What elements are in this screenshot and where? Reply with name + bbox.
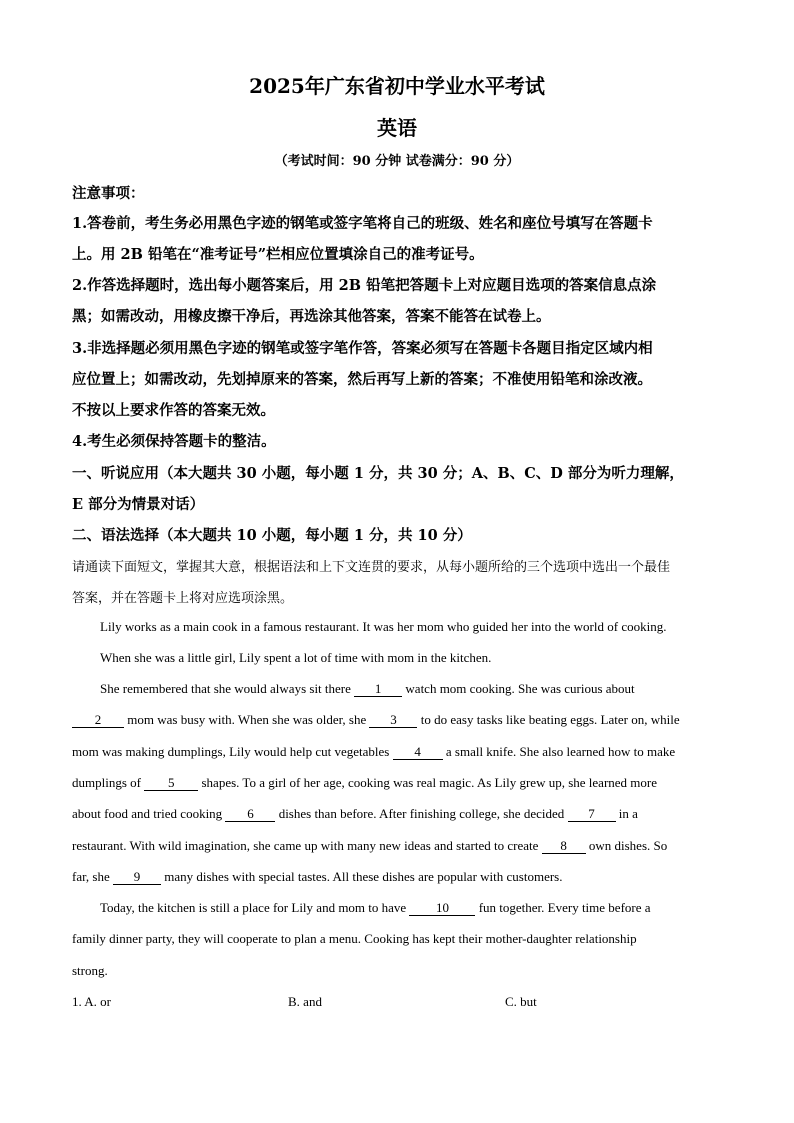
blank-9: 9	[113, 870, 161, 885]
option-a[interactable]: 1. A. or	[72, 994, 111, 1009]
blank-5: 5	[144, 776, 198, 791]
blank-8: 8	[542, 839, 586, 854]
notes-heading: 注意事项：	[72, 185, 145, 202]
passage-line: restaurant. With wild imagination, she came up with many new ideas and started to create 8 own dishes. So	[72, 838, 668, 853]
passage-line: mom was making dumplings, Lily would help cut vegetables 4 a small knife. She also learned how to make	[72, 744, 676, 759]
note-line: 黑；如需改动，用橡皮擦干净后，再选涂其他答案，答案不能答在试卷上。	[72, 308, 551, 325]
blank-6: 6	[225, 807, 275, 822]
exam-info: （考试时间：90 分钟 试卷满分：90 分）	[274, 154, 520, 169]
passage-line: Lily works as a main cook in a famous restaurant. It was her mom who guided her into the world of cooking.	[100, 619, 667, 634]
blank-1: 1	[354, 682, 402, 697]
instruction-text: 请通读下面短文，掌握其大意，根据语法和上下文连贯的要求，从每小题所给的三个选项中选出一个最佳	[72, 560, 671, 575]
note-line: 3.非选择题必须用黑色字迹的钢笔或签字笔作答，答案必须写在答题卡各题目指定区域内相	[72, 340, 653, 357]
blank-10: 10	[409, 901, 475, 916]
passage-line: dumplings of 5 shapes. To a girl of her age, cooking was real magic. As Lily grew up, she learned more	[72, 775, 657, 790]
note-line: 不按以上要求作答的答案无效。	[72, 402, 275, 419]
passage-line: about food and tried cooking 6 dishes than before. After finishing college, she decided 7 in a	[72, 806, 638, 821]
note-line: 1.答卷前，考生务必用黑色字迹的钢笔或签字笔将自己的班级、姓名和座位号填写在答题卡	[72, 215, 653, 232]
note-line: 2.作答选择题时，选出每小题答案后，用 2B 铅笔把答题卡上对应题目选项的答案信息点涂	[72, 277, 657, 294]
note-line: 4.考生必须保持答题卡的整洁。	[72, 433, 276, 450]
blank-7: 7	[568, 807, 616, 822]
section-grammar: 二、语法选择（本大题共 10 小题，每小题 1 分，共 10 分）	[72, 527, 472, 544]
blank-3: 3	[369, 713, 417, 728]
note-line: 上。用 2B 铅笔在“准考证号”栏相应位置填涂自己的准考证号。	[72, 246, 484, 263]
blank-4: 4	[393, 745, 443, 760]
subject-title: 英语	[377, 116, 417, 140]
passage-line: She remembered that she would always sit there 1 watch mom cooking. She was curious about	[100, 681, 635, 696]
passage-line: far, she 9 many dishes with special tastes. All these dishes are popular with customers.	[72, 869, 563, 884]
exam-title: 2025年广东省初中学业水平考试	[249, 74, 545, 98]
option-c[interactable]: C. but	[505, 994, 537, 1009]
passage-line: family dinner party, they will cooperate to plan a menu. Cooking has kept their mother-daughter relationship	[72, 931, 637, 946]
passage-line: 2 mom was busy with. When she was older, she 3 to do easy tasks like beating eggs. Later on, while	[72, 712, 722, 728]
instruction-text: 答案，并在答题卡上将对应选项涂黑。	[72, 591, 294, 606]
section-listening-cont: E 部分为情景对话）	[72, 496, 205, 513]
passage-line: Today, the kitchen is still a place for Lily and mom to have 10 fun together. Every time before a	[100, 900, 651, 915]
passage-line: When she was a little girl, Lily spent a lot of time with mom in the kitchen.	[100, 650, 492, 665]
option-b[interactable]: B. and	[288, 994, 322, 1009]
blank-2: 2	[72, 713, 124, 728]
section-listening: 一、听说应用（本大题共 30 小题，每小题 1 分，共 30 分；A、B、C、D 部分为听力理解，	[72, 465, 684, 482]
note-line: 应位置上；如需改动，先划掉原来的答案，然后再写上新的答案；不准使用铅笔和涂改液。	[72, 371, 652, 388]
passage-line: strong.	[72, 963, 108, 978]
